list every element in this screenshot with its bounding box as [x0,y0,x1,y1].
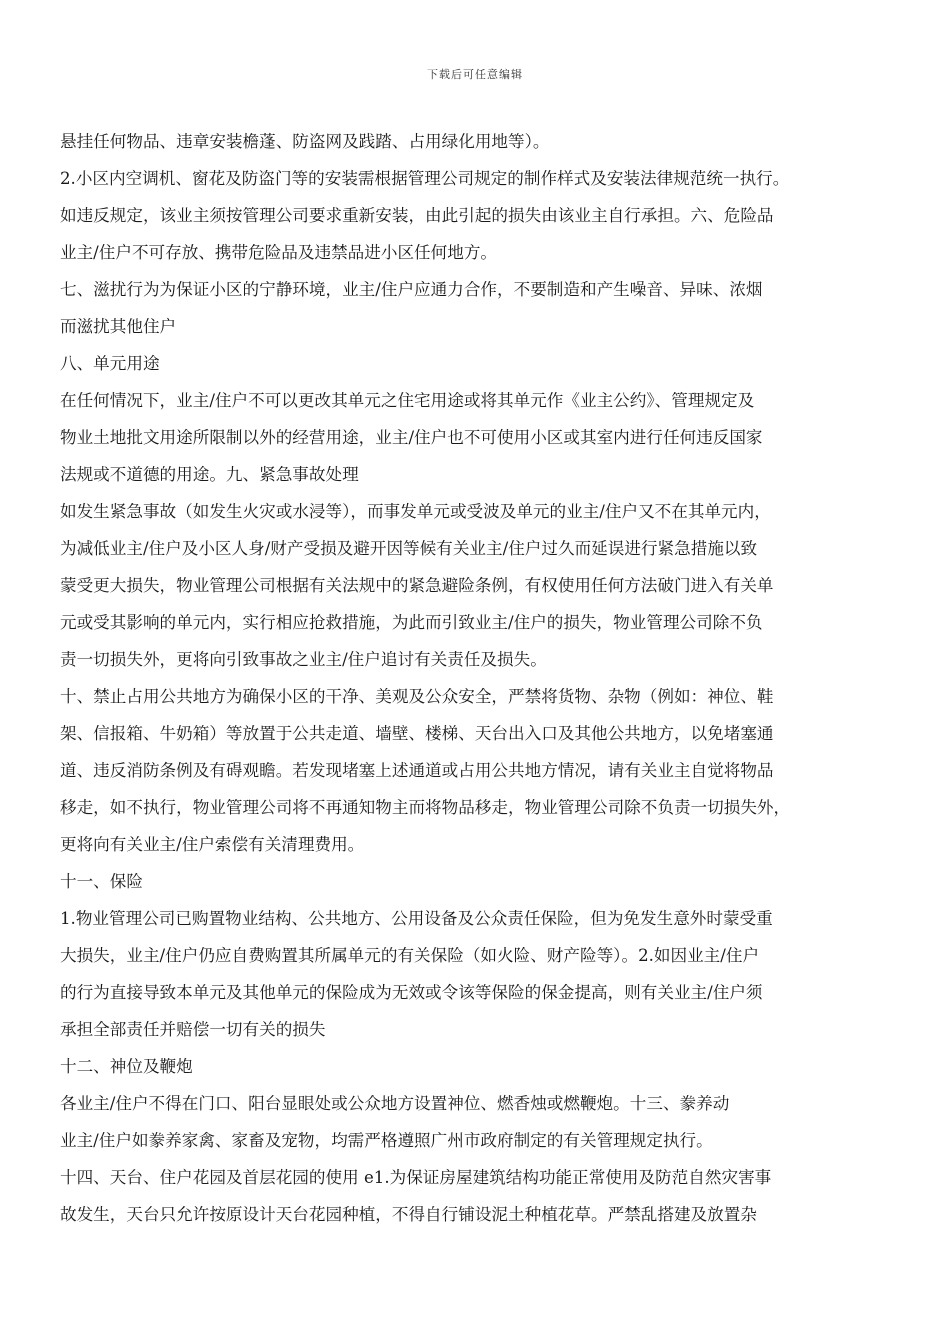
text-line: 十四、天台、住户花园及首层花园的使用 e1.为保证房屋建筑结构功能正常使用及防范自然灾害事 [60,1168,772,1187]
text-line: 大损失，业主/住户仍应自费购置其所属单元的有关保险（如火险、财产险等）。2.如因业主/住户 [60,946,760,965]
text-line: 七、滋扰行为为保证小区的宁静环境，业主/住户应通力合作，不要制造和产生噪音、异味、浓烟 [60,280,763,299]
document-body [60,123,895,1233]
text-line: 而滋扰其他住户 [60,317,177,336]
text-line: 十、禁止占用公共地方为确保小区的干净、美观及公众安全，严禁将货物、杂物（例如：神位、鞋 [60,687,774,706]
text-line: 元或受其影响的单元内，实行相应抢救措施，为此而引致业主/住户的损失，物业管理公司除不负 [60,613,763,632]
text-line: 物业土地批文用途所限制以外的经营用途，业主/住户也不可使用小区或其室内进行任何违反国家 [60,428,763,447]
text-line: 业主/住户如豢养家禽、家畜及宠物，均需严格遵照广州市政府制定的有关管理规定执行。 [60,1131,713,1150]
text-line: 2.小区内空调机、窗花及防盗门等的安装需根据管理公司规定的制作样式及安装法律规范统一执行。 [60,169,790,188]
text-line: 如违反规定，该业主须按管理公司要求重新安装，由此引起的损失由该业主自行承担。六、危险品 [60,206,774,225]
text-line: 的行为直接导致本单元及其他单元的保险成为无效或令该等保险的保金提高，则有关业主/住户须 [60,983,763,1002]
section-heading: 八、单元用途 [60,354,160,373]
text-line: 在任何情况下，业主/住户不可以更改其单元之住宅用途或将其单元作《业主公约》、管理规定及 [60,391,755,410]
text-line: 责一切损失外，更将向引致事故之业主/住户追讨有关责任及损失。 [60,650,547,669]
text-line: 道、违反消防条例及有碍观瞻。若发现堵塞上述通道或占用公共地方情况，请有关业主自觉将物品 [60,761,774,780]
text-line: 蒙受更大损失，物业管理公司根据有关法规中的紧急避险条例，有权使用任何方法破门进入有关单 [60,576,774,595]
text-line: 故发生，天台只允许按原设计天台花园种植，不得自行铺设泥土种植花草。严禁乱搭建及放置杂 [60,1205,757,1224]
text-line: 移走，如不执行，物业管理公司将不再通知物主而将物品移走，物业管理公司除不负责一切损失外， [60,798,791,817]
text-line: 更将向有关业主/住户索偿有关清理费用。 [60,835,365,854]
text-line: 如发生紧急事故（如发生火灾或水浸等），而事发单元或受波及单元的业主/住户又不在其单元内， [60,502,771,521]
text-line: 各业主/住户不得在门口、阳台显眼处或公众地方设置神位、燃香烛或燃鞭炮。十三、豢养动 [60,1094,730,1113]
text-line: 悬挂任何物品、违章安装檐蓬、防盗网及践踏、占用绿化用地等）。 [60,132,550,151]
section-heading: 十一、保险 [60,872,143,891]
text-line: 承担全部责任并赔偿一切有关的损失 [60,1020,326,1039]
text-line: 业主/住户不可存放、携带危险品及违禁品进小区任何地方。 [60,243,498,262]
text-line: 架、信报箱、牛奶箱）等放置于公共走道、墙壁、楼梯、天台出入口及其他公共地方，以免堵塞通 [60,724,774,743]
text-line: 为减低业主/住户及小区人身/财产受损及避开因等候有关业主/住户过久而延误进行紧急措施以致 [60,539,758,558]
page-header: 下载后可任意编辑 [427,68,523,81]
text-line: 1.物业管理公司已购置物业结构、公共地方、公用设备及公众责任保险，但为免发生意外时蒙受重 [60,909,773,928]
section-heading: 十二、神位及鞭炮 [60,1057,193,1076]
text-line: 法规或不道德的用途。九、紧急事故处理 [60,465,359,484]
